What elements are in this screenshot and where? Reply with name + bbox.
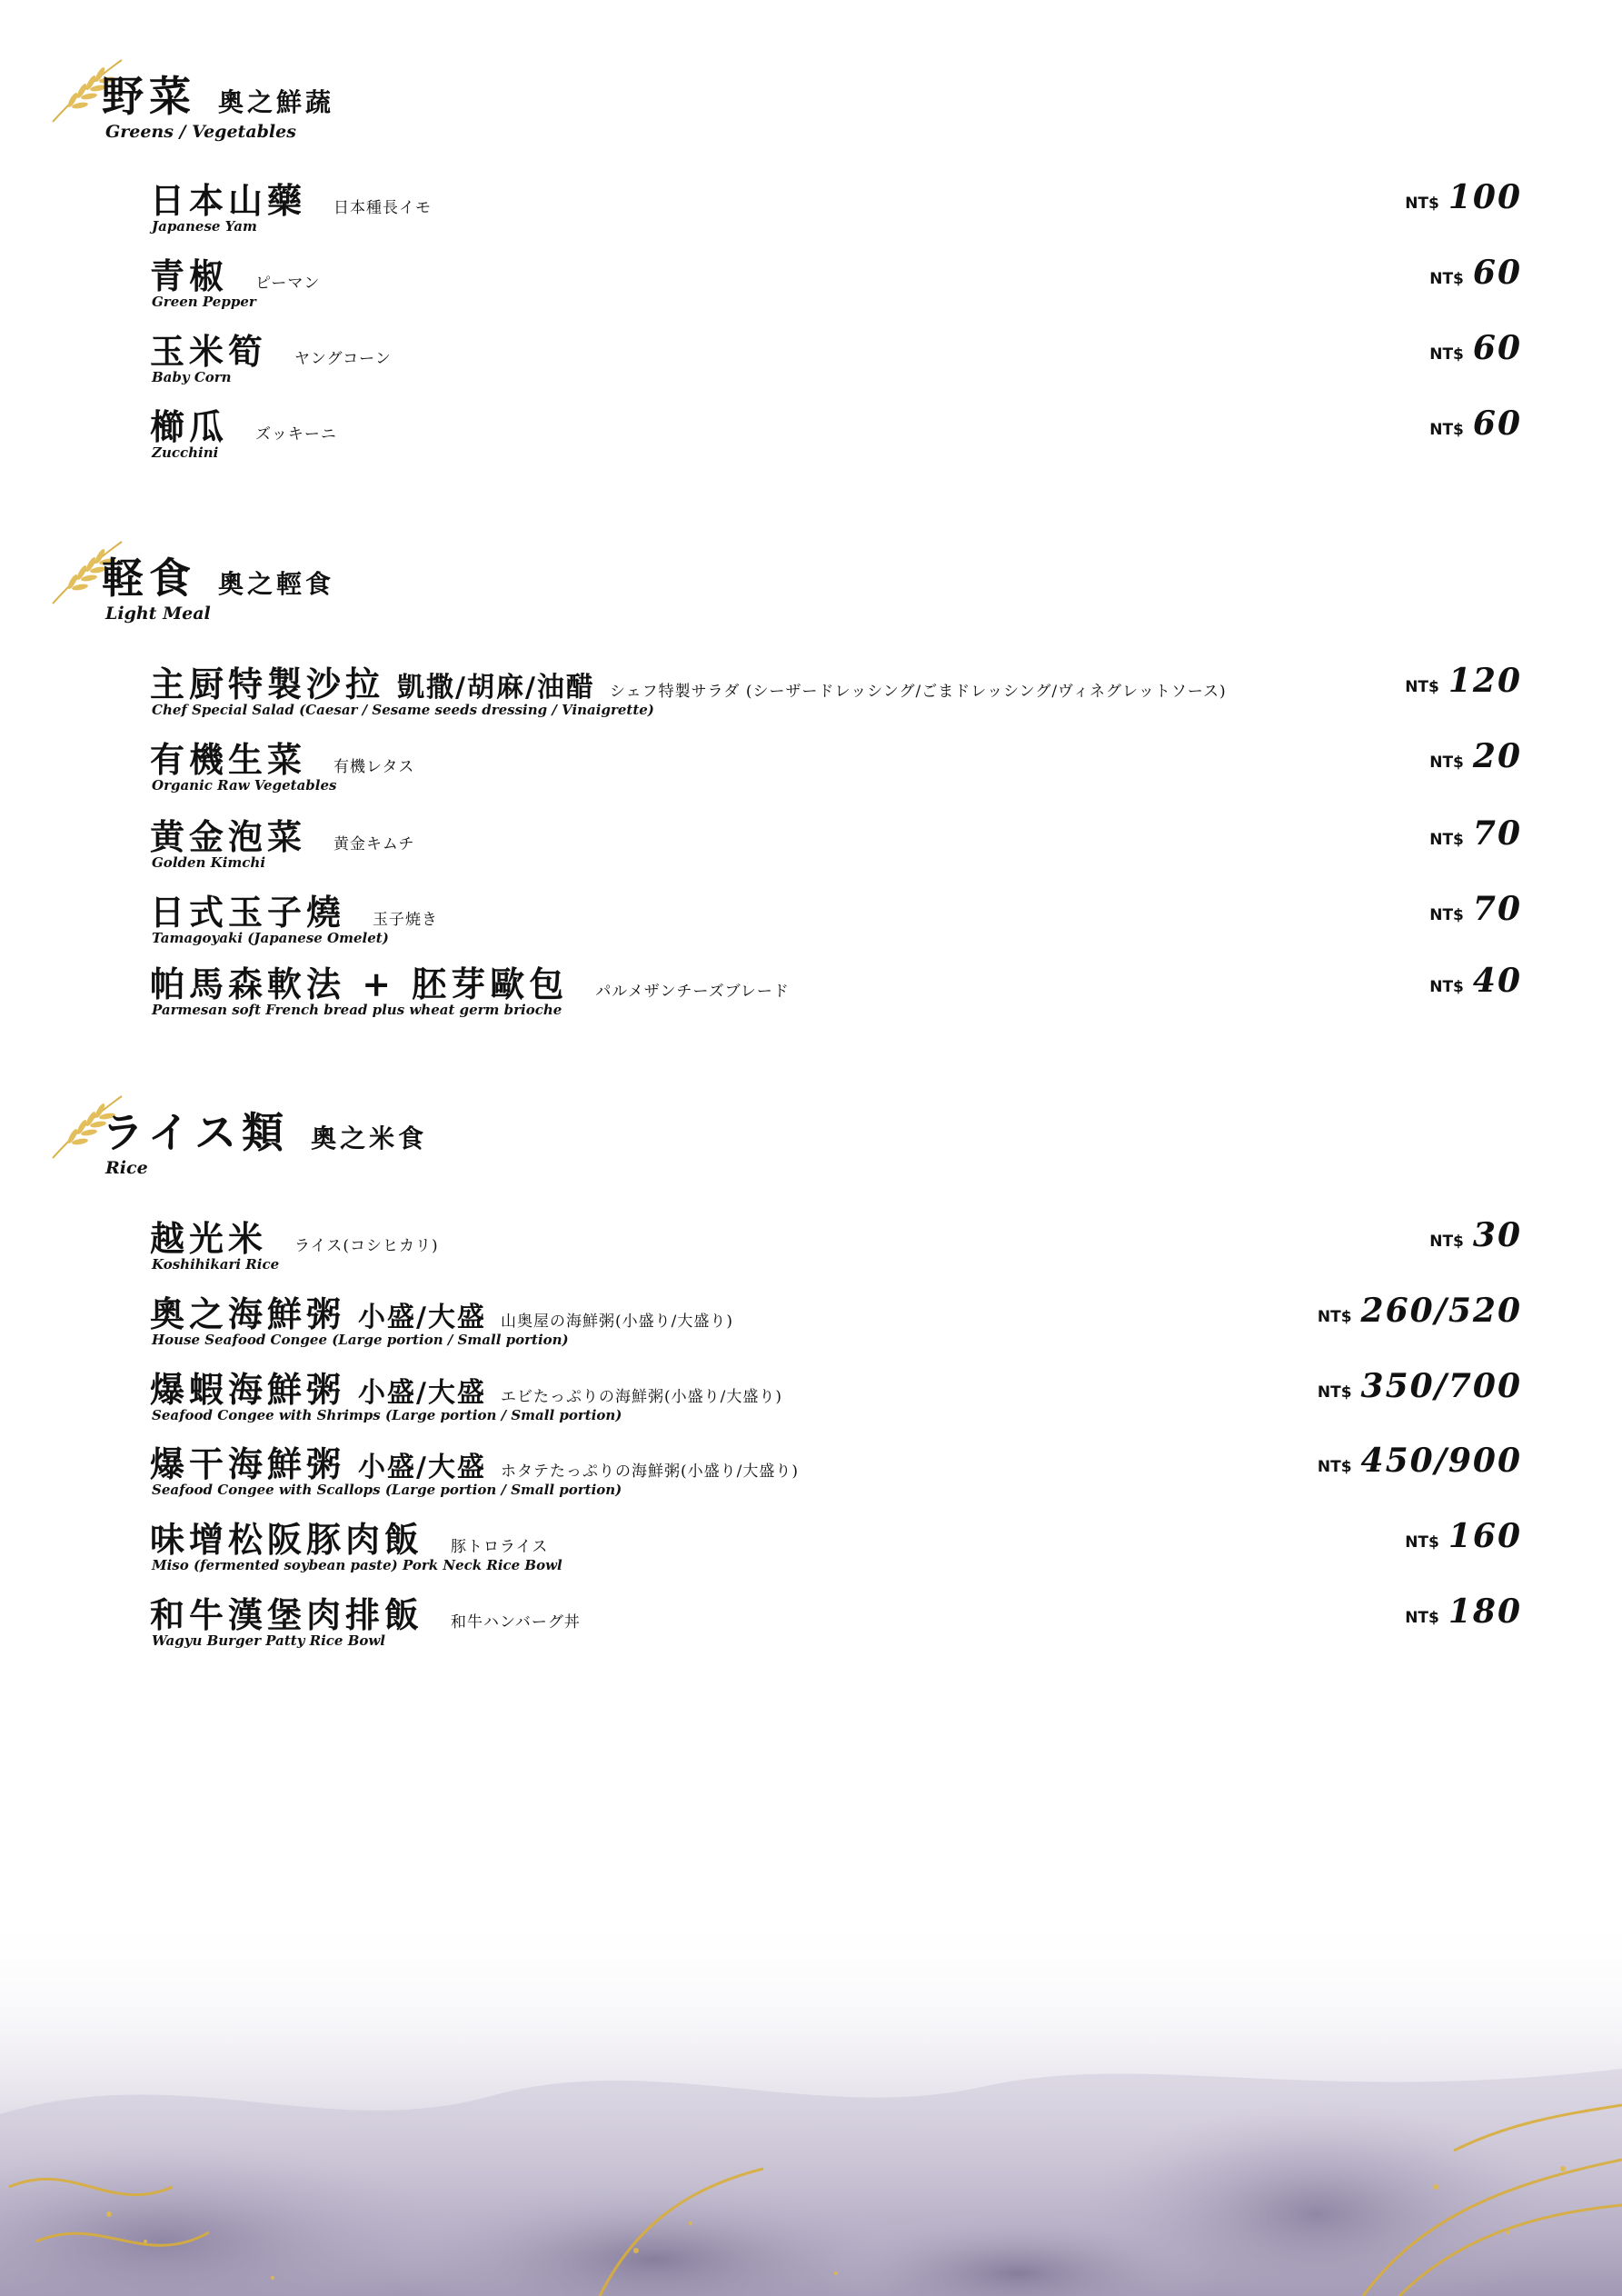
section-title [102, 64, 334, 124]
section-header [45, 536, 682, 636]
price-amount: 20 [1472, 737, 1522, 775]
section-title-text: 軽食 [102, 554, 196, 603]
section-header [45, 55, 682, 155]
price-amount: 70 [1472, 890, 1522, 928]
price-amount: 350/700 [1360, 1367, 1522, 1405]
menu-item [0, 1362, 1622, 1431]
item-size: 小盛/大盛 [358, 1452, 486, 1483]
section-title-en: Greens / Vegetables [105, 122, 296, 142]
section-title-text: ライス類 [102, 1108, 290, 1157]
price-currency: NT$ [1405, 1609, 1439, 1627]
menu-item [0, 1587, 1622, 1656]
item-price [1318, 1292, 1522, 1330]
item-name-jp: 玉子焼き [373, 911, 439, 929]
item-name-en: Chef Special Salad (Caesar / Sesame seeds dressing / Vinaigrette) [152, 702, 654, 718]
menu-item [0, 809, 1622, 878]
item-name-zh: 爆蝦海鮮粥 [150, 1369, 346, 1410]
item-name-zh: 櫛瓜 [150, 406, 229, 447]
price-currency: NT$ [1317, 1383, 1352, 1402]
item-name [150, 1211, 439, 1261]
item-name-jp: 和牛ハンバーグ丼 [451, 1613, 581, 1632]
item-price [1318, 1367, 1522, 1405]
item-name [150, 656, 1227, 706]
item-name-zh: 日式玉子燒 [150, 892, 346, 933]
section-subtitle: 奧之輕食 [218, 569, 335, 599]
section-subtitle: 奧之米食 [311, 1123, 428, 1153]
item-name-en: Wagyu Burger Patty Rice Bowl [152, 1632, 385, 1649]
item-name-zh: 奧之海鮮粥 [150, 1293, 346, 1334]
item-name-en: Seafood Congee with Shrimps (Large portion / Small portion) [152, 1407, 622, 1423]
menu-item [0, 1436, 1622, 1505]
item-name-en: Japanese Yam [152, 218, 257, 235]
item-name [150, 1286, 733, 1336]
price-currency: NT$ [1429, 754, 1464, 772]
price-amount: 450/900 [1360, 1442, 1522, 1480]
item-name-en: Baby Corn [152, 369, 232, 385]
item-name-jp: 黄金キムチ [333, 835, 415, 854]
item-name-en: House Seafood Congee (Large portion / Small portion) [152, 1332, 569, 1348]
item-name-jp: ヤングコーン [294, 350, 392, 368]
section-title [102, 545, 334, 605]
price-currency: NT$ [1429, 270, 1464, 288]
item-name-jp: パルメザンチーズブレード [595, 983, 790, 1001]
item-name-en: Tamagoyaki (Japanese Omelet) [152, 930, 389, 946]
item-price [1318, 1442, 1522, 1480]
item-name-zh: 日本山藥 [150, 180, 307, 221]
price-amount: 60 [1472, 329, 1522, 367]
item-name-en: Organic Raw Vegetables [152, 777, 337, 794]
price-currency: NT$ [1429, 978, 1464, 996]
item-name-jp: 日本種長イモ [333, 199, 433, 217]
price-currency: NT$ [1405, 678, 1439, 696]
price-currency: NT$ [1317, 1308, 1352, 1326]
item-name-jp: ライス(コシヒカリ) [294, 1237, 439, 1255]
item-size: 小盛/大盛 [358, 1377, 486, 1409]
item-name [150, 809, 415, 859]
item-name-jp: エビたっぷりの海鮮粥(小盛り/大盛り) [500, 1388, 782, 1406]
item-name-jp: ピーマン [255, 275, 321, 293]
item-price [1429, 254, 1522, 292]
item-price [1429, 1216, 1522, 1254]
section-subtitle: 奧之鮮蔬 [218, 87, 335, 117]
item-name [150, 1587, 581, 1637]
price-amount: 40 [1472, 962, 1522, 1000]
watercolor-footer-decoration [0, 1914, 1622, 2296]
price-currency: NT$ [1429, 421, 1464, 439]
item-price [1405, 1517, 1522, 1555]
item-name-jp: 豚トロライス [451, 1538, 549, 1556]
item-price [1405, 662, 1522, 700]
item-name-zh: 和牛漢堡肉排飯 [150, 1594, 424, 1635]
item-name-en: Parmesan soft French bread plus wheat germ brioche [152, 1002, 562, 1018]
item-name-jp: 山奥屋の海鮮粥(小盛り/大盛り) [500, 1313, 733, 1331]
item-price [1429, 890, 1522, 928]
price-currency: NT$ [1429, 345, 1464, 364]
item-name-zh: 帕馬森軟法 + 胚芽歐包 [150, 963, 569, 1004]
item-name-zh: 爆干海鮮粥 [150, 1443, 346, 1484]
item-price [1429, 814, 1522, 853]
item-name-jp: シェフ特製サラダ (シーザードレッシング/ごまドレッシング/ヴィネグレットソース) [609, 683, 1227, 701]
item-name-zh: 青椒 [150, 255, 229, 296]
section-title-en: Rice [105, 1158, 148, 1178]
section-header [45, 1091, 682, 1191]
menu-item [0, 1286, 1622, 1355]
item-price [1429, 962, 1522, 1000]
price-amount: 120 [1448, 662, 1522, 700]
price-currency: NT$ [1429, 1233, 1464, 1251]
section-title [102, 1100, 427, 1160]
menu-item [0, 732, 1622, 801]
price-currency: NT$ [1317, 1458, 1352, 1476]
menu-item [0, 1211, 1622, 1280]
price-currency: NT$ [1405, 1533, 1439, 1552]
item-price [1405, 178, 1522, 216]
item-name-zh: 有機生菜 [150, 739, 307, 780]
price-amount: 70 [1472, 814, 1522, 853]
price-amount: 30 [1472, 1216, 1522, 1254]
price-amount: 260/520 [1360, 1292, 1522, 1330]
item-name-en: Miso (fermented soybean paste) Pork Neck Rice Bowl [152, 1557, 562, 1573]
item-name-zh: 越光米 [150, 1218, 268, 1259]
item-name [150, 1436, 799, 1486]
item-name [150, 248, 320, 298]
price-amount: 100 [1448, 178, 1522, 216]
item-name-jp: ホタテたっぷりの海鮮粥(小盛り/大盛り) [500, 1462, 799, 1481]
item-name [150, 1512, 548, 1562]
item-price [1429, 329, 1522, 367]
item-price [1429, 737, 1522, 775]
item-name-zh: 玉米筍 [150, 331, 268, 372]
section-title-en: Light Meal [105, 604, 211, 624]
item-size: 凱撒/胡麻/油醋 [397, 672, 595, 704]
price-currency: NT$ [1429, 906, 1464, 924]
price-amount: 60 [1472, 254, 1522, 292]
item-name-en: Koshihikari Rice [152, 1256, 280, 1273]
item-name-zh: 味增松阪豚肉飯 [150, 1519, 424, 1560]
item-name-en: Golden Kimchi [152, 854, 266, 871]
item-name-zh: 主厨特製沙拉 [150, 664, 385, 704]
item-name [150, 324, 392, 374]
item-name-en: Green Pepper [152, 294, 256, 310]
menu-item [0, 248, 1622, 317]
item-name [150, 732, 414, 782]
item-name [150, 173, 432, 223]
price-amount: 180 [1448, 1592, 1522, 1631]
menu-item [0, 173, 1622, 242]
item-name-zh: 黄金泡菜 [150, 816, 307, 857]
item-size: 小盛/大盛 [358, 1302, 486, 1333]
item-name-jp: ズッキーニ [255, 425, 337, 444]
item-name-en: Seafood Congee with Scallops (Large portion / Small portion) [152, 1482, 622, 1498]
menu-item [0, 1512, 1622, 1581]
price-currency: NT$ [1429, 831, 1464, 849]
menu-item [0, 399, 1622, 468]
item-name [150, 399, 337, 449]
menu-item [0, 884, 1622, 953]
price-currency: NT$ [1405, 195, 1439, 213]
menu-item [0, 956, 1622, 1025]
section-title-text: 野菜 [102, 72, 196, 121]
item-name-en: Zucchini [152, 444, 219, 461]
menu-item [0, 656, 1622, 725]
price-amount: 160 [1448, 1517, 1522, 1555]
menu-item [0, 324, 1622, 393]
item-name [150, 884, 438, 934]
item-name-jp: 有機レタス [333, 758, 415, 776]
item-price [1429, 404, 1522, 443]
item-name [150, 1362, 782, 1412]
item-name [150, 956, 790, 1006]
item-price [1405, 1592, 1522, 1631]
price-amount: 60 [1472, 404, 1522, 443]
